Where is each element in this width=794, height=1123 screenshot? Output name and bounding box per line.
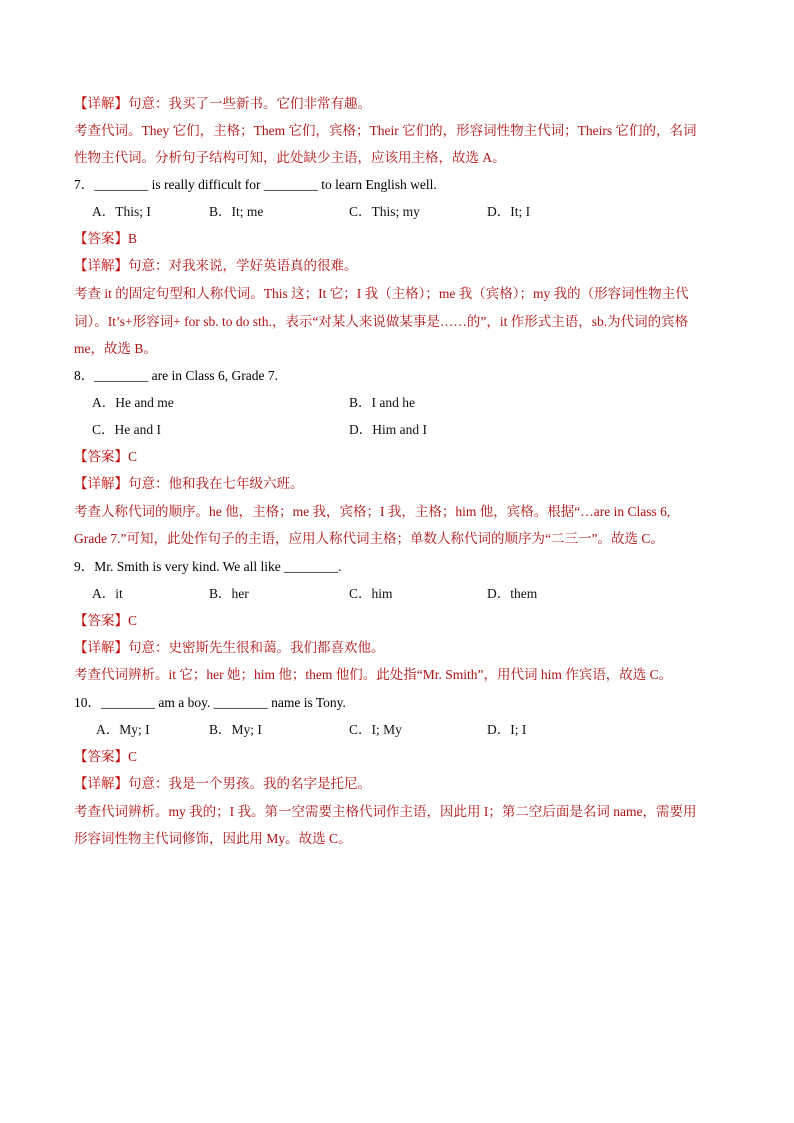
q9-option-c: C．him — [349, 586, 393, 601]
question-8: 8．________ are in Class 6, Grade 7. — [74, 368, 278, 383]
explanation-line — [74, 257, 724, 275]
explanation-line — [74, 95, 724, 113]
q7-option-d: D．It; I — [487, 204, 531, 219]
q9-option-d: D．them — [487, 586, 538, 601]
question-9: 9．Mr. Smith is very kind. We all like ________. — [74, 559, 342, 574]
answer-line — [74, 748, 724, 766]
answer-tag: 【答案】 — [74, 613, 128, 628]
explanation-tag: 【详解】 — [74, 258, 128, 273]
q10-option-a: A．My; I — [96, 722, 150, 737]
explanation-line — [74, 775, 724, 793]
explanation-line: me，故选 B。 — [74, 341, 157, 356]
q7-option-a: A．This; I — [92, 204, 151, 219]
q7-option-c: C．This; my — [349, 204, 420, 219]
q8-option-d: D．Him and I — [349, 422, 427, 437]
question-10: 10．________ am a boy. ________ name is Tony. — [74, 695, 346, 710]
explanation-text: 句意：史密斯先生很和蔼。我们都喜欢他。 — [128, 640, 385, 655]
explanation-line: 形容词性物主代词修饰，因此用 My。故选 C。 — [74, 831, 352, 846]
answer-line — [74, 612, 724, 630]
explanation-line: Grade 7.”可知，此处作句子的主语，应用人称代词主格；单数人称代词的顺序为“二三一”。故选 C。 — [74, 531, 664, 546]
q8-option-c: C．He and I — [92, 422, 161, 437]
q7-option-b: B．It; me — [209, 204, 264, 219]
explanation-line: 考查人称代词的顺序。he 他，主格；me 我，宾格；I 我，主格；him 他，宾格。根据“…are in Class 6, — [74, 504, 671, 519]
answer-tag: 【答案】 — [74, 231, 128, 246]
explanation-line: 考查代词辨析。my 我的；I 我。第一空需要主格代词作主语，因此用 I；第二空后面是名词 name，需要用 — [74, 804, 697, 819]
explanation-tag: 【详解】 — [74, 640, 128, 655]
q10-option-c: C．I; My — [349, 722, 402, 737]
answer-line — [74, 448, 724, 466]
answer-value: C — [128, 749, 138, 764]
explanation-line: 性物主代词。分析句子结构可知，此处缺少主语，应该用主格，故选 A。 — [74, 150, 506, 165]
question-7: 7．________ is really difficult for ________ to learn English well. — [74, 177, 437, 192]
q8-option-b: B．I and he — [349, 395, 415, 410]
q10-option-b: B．My; I — [209, 722, 262, 737]
q10-option-d: D．I; I — [487, 722, 527, 737]
explanation-line: 词）。It’s+形容词+ for sb. to do sth.，表示“对某人来说做某事是……的”，it 作形式主语，sb.为代词的宾格 — [74, 314, 689, 329]
q9-option-a: A．it — [92, 586, 123, 601]
q9-option-b: B．her — [209, 586, 249, 601]
explanation-text: 句意：对我来说，学好英语真的很难。 — [128, 258, 358, 273]
explanation-text: 句意：我是一个男孩。我的名字是托尼。 — [128, 776, 371, 791]
explanation-tag: 【详解】 — [74, 476, 128, 491]
answer-value: B — [128, 231, 138, 246]
answer-tag: 【答案】 — [74, 749, 128, 764]
explanation-line — [74, 475, 724, 493]
explanation-text: 句意：他和我在七年级六班。 — [128, 476, 304, 491]
explanation-line: 考查代词辨析。it 它；her 她；him 他；them 他们。此处指“Mr. Smith”，用代词 him 作宾语，故选 C。 — [74, 667, 673, 682]
explanation-line — [74, 639, 724, 657]
answer-value: C — [128, 449, 138, 464]
explanation-tag: 【详解】 — [74, 96, 128, 111]
explanation-line: 考查代词。They 它们，主格；Them 它们，宾格；Their 它们的，形容词性物主代词；Theirs 它们的，名词 — [74, 123, 697, 138]
answer-tag: 【答案】 — [74, 449, 128, 464]
explanation-line: 考查 it 的固定句型和人称代词。This 这；It 它；I 我（主格）；me 我（宾格）；my 我的（形容词性物主代 — [74, 286, 689, 301]
explanation-tag: 【详解】 — [74, 776, 128, 791]
q8-option-a: A．He and me — [92, 395, 174, 410]
answer-line — [74, 230, 724, 248]
explanation-text: 句意：我买了一些新书。它们非常有趣。 — [128, 96, 371, 111]
answer-value: C — [128, 613, 138, 628]
